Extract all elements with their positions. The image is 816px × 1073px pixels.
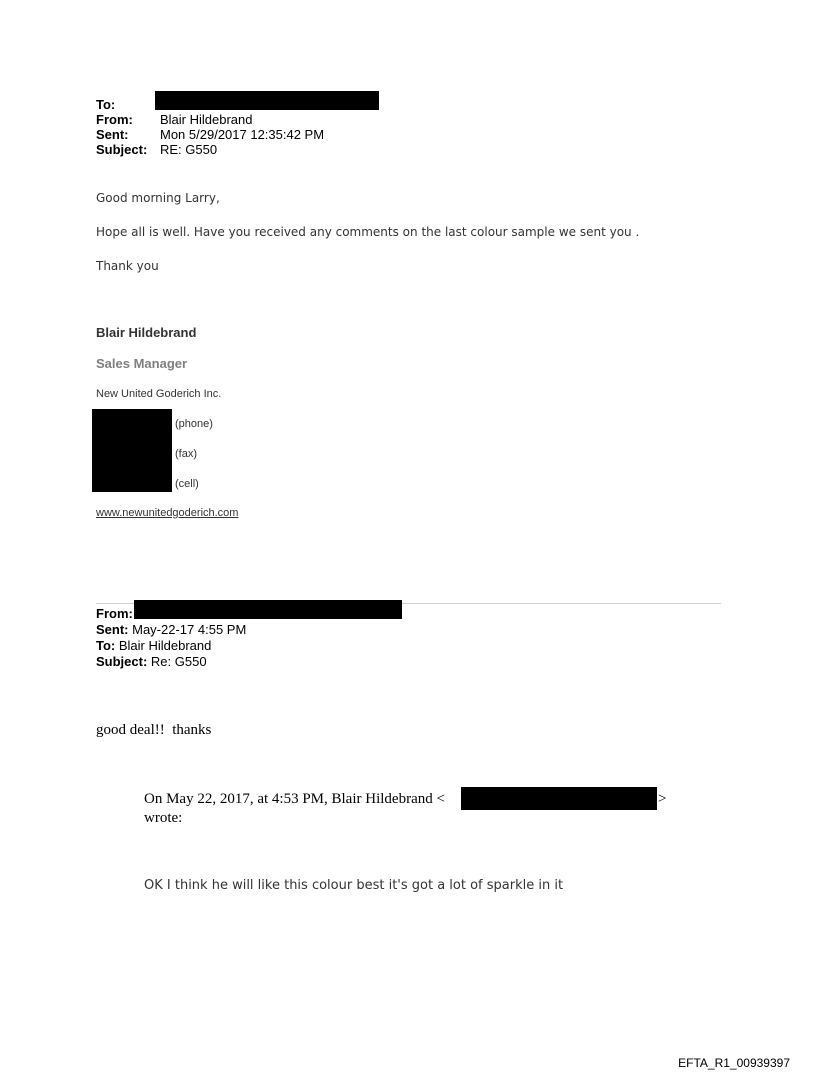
quoted-to-row — [96, 638, 211, 654]
signature-title: Sales Manager — [96, 356, 188, 371]
attribution-wrote: wrote: — [144, 810, 183, 826]
sent-value: Mon 5/29/2017 12:35:42 PM — [160, 127, 325, 142]
subject-label: Subject: — [96, 142, 148, 157]
quoted-to-label: To: — [96, 638, 116, 653]
website-link[interactable]: www.newunitedgoderich.com — [96, 507, 239, 519]
reply-text: good deal!! thanks — [96, 722, 212, 738]
quoted-from-label: From: — [96, 606, 133, 621]
quoted-to-value: Blair Hildebrand — [118, 638, 212, 653]
quoted-sent-label: Sent: — [96, 622, 129, 637]
document-id: EFTA_R1_00939397 — [678, 1056, 790, 1070]
greeting-text: Good morning Larry, — [96, 191, 220, 205]
sent-label: Sent: — [96, 127, 129, 142]
quoted-subject-value: Re: G550 — [150, 654, 207, 669]
nested-quote-body: OK I think he will like this colour best it's got a lot of sparkle in it — [144, 878, 564, 893]
cell-label: (cell) — [175, 478, 199, 490]
quoted-subject-label: Subject: — [96, 654, 148, 669]
signature-company: New United Goderich Inc. — [96, 388, 222, 400]
fax-label: (fax) — [175, 448, 197, 460]
attribution-end: > — [658, 791, 667, 807]
quoted-from-row — [96, 606, 133, 622]
redacted-email-address — [461, 787, 657, 810]
quoted-sent-value: May-22-17 4:55 PM — [132, 622, 247, 637]
attribution-start: On May 22, 2017, at 4:53 PM, Blair Hildebrand < — [144, 791, 445, 807]
redacted-to-address — [155, 91, 379, 110]
redacted-phone-numbers — [92, 409, 172, 492]
body-line: Hope all is well. Have you received any comments on the last colour sample we sent you . — [96, 225, 640, 239]
signature-name: Blair Hildebrand — [96, 325, 197, 340]
to-label: To: — [96, 97, 116, 112]
from-value: Blair Hildebrand — [160, 112, 253, 127]
phone-label: (phone) — [175, 418, 213, 430]
subject-value: RE: G550 — [160, 142, 218, 157]
quoted-sent-row — [96, 622, 246, 638]
redacted-from-address — [134, 600, 402, 619]
closing-text: Thank you — [96, 259, 159, 273]
from-label: From: — [96, 112, 133, 127]
quoted-subject-row — [96, 654, 207, 670]
